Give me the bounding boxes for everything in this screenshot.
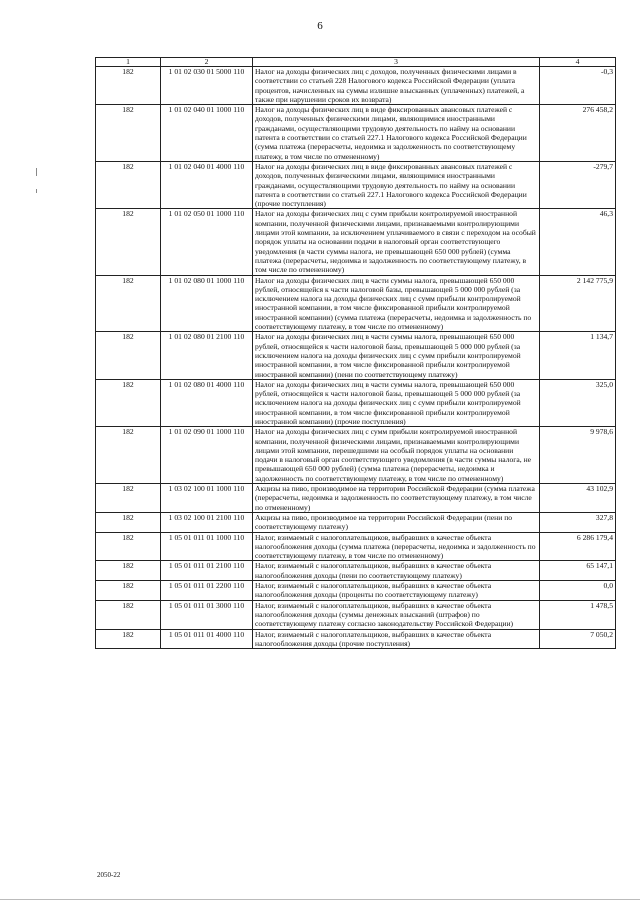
revenue-table bbox=[95, 57, 616, 649]
budget-code-cell: 1 01 02 080 01 2100 110 bbox=[161, 332, 253, 379]
budget-code-cell: 1 01 02 040 01 4000 110 bbox=[161, 161, 253, 208]
budget-code-cell: 1 01 02 090 01 1000 110 bbox=[161, 427, 253, 484]
admin-code-cell: 182 bbox=[96, 379, 161, 426]
margin-mark-bottom bbox=[36, 189, 37, 193]
amount-cell: 7 050,2 bbox=[540, 629, 616, 649]
admin-code-cell: 182 bbox=[96, 484, 161, 513]
table-row bbox=[96, 629, 616, 649]
amount-cell: 65 147,1 bbox=[540, 561, 616, 581]
table-row bbox=[96, 561, 616, 581]
revenue-name-cell: Налог на доходы физических лиц с доходов, полученных физическими лицами в соответствии со статьей 228 Налогового кодекса Российской Федерации (уплата процентов, начисленных на суммы излишне взысканных (уплаченных) платежей, а также при нарушении сроков их возврата) bbox=[253, 67, 540, 105]
revenue-name-cell: Налог, взимаемый с налогоплательщиков, выбравших в качестве объекта налогообложения доходы (пени по соответствующему платежу) bbox=[253, 561, 540, 581]
bottom-divider bbox=[0, 899, 640, 900]
table-header-row bbox=[96, 58, 616, 67]
admin-code-cell: 182 bbox=[96, 332, 161, 379]
budget-code-cell: 1 05 01 011 01 2200 110 bbox=[161, 581, 253, 601]
amount-cell: 43 102,9 bbox=[540, 484, 616, 513]
amount-cell: 327,8 bbox=[540, 512, 616, 532]
revenue-name-cell: Налог, взимаемый с налогоплательщиков, выбравших в качестве объекта налогообложения доходы (суммы денежных взысканий (штрафов) по соответствующему платежу согласно законодательству Российской Федерации) bbox=[253, 600, 540, 629]
admin-code-cell: 182 bbox=[96, 561, 161, 581]
revenue-name-cell: Налог на доходы физических лиц в части суммы налога, превышающей 650 000 рублей, относящейся к части налоговой базы, превышающей 5 000 000 рублей (за исключением налога на доходы физических лиц с сумм прибыли контролируемой иностранной компании, в том числе фиксированной прибыли контролируемой иностранной компании) (сумма платежа (перерасчеты, недоимка и задолженность по соответствующему платежу, в том числе по отмененному) bbox=[253, 275, 540, 332]
admin-code-cell: 182 bbox=[96, 600, 161, 629]
revenue-name-cell: Налог на доходы физических лиц в части суммы налога, превышающей 650 000 рублей, относящейся к части налоговой базы, превышающей 5 000 000 рублей (за исключением налога на доходы физических лиц с сумм прибыли контролируемой иностранной компании, в том числе фиксированной прибыли контролируемой иностранной компании) (пени по соответствующему платежу) bbox=[253, 332, 540, 379]
footer-code: 2050-22 bbox=[97, 871, 121, 879]
header-col-2: 2 bbox=[161, 58, 253, 67]
budget-code-cell: 1 01 02 040 01 1000 110 bbox=[161, 105, 253, 162]
admin-code-cell: 182 bbox=[96, 105, 161, 162]
header-col-4: 4 bbox=[540, 58, 616, 67]
revenue-name-cell: Акцизы на пиво, производимое на территории Российской Федерации (сумма платежа (перерасчеты, недоимка и задолженность по соответствующему платежу, в том числе по отмененному) bbox=[253, 484, 540, 513]
admin-code-cell: 182 bbox=[96, 67, 161, 105]
budget-code-cell: 1 01 02 080 01 4000 110 bbox=[161, 379, 253, 426]
table-row bbox=[96, 600, 616, 629]
table-row bbox=[96, 581, 616, 601]
revenue-name-cell: Налог, взимаемый с налогоплательщиков, выбравших в качестве объекта налогообложения доходы (сумма платежа (перерасчеты, недоимка и задолженность по соответствующему платежу, в том числе по отмененному) bbox=[253, 532, 540, 561]
amount-cell: 325,0 bbox=[540, 379, 616, 426]
budget-code-cell: 1 01 02 080 01 1000 110 bbox=[161, 275, 253, 332]
amount-cell: 1 134,7 bbox=[540, 332, 616, 379]
table-row bbox=[96, 105, 616, 162]
admin-code-cell: 182 bbox=[96, 275, 161, 332]
revenue-name-cell: Налог на доходы физических лиц с сумм прибыли контролируемой иностранной компании, полученной физическими лицами, признаваемыми контролирующими лицами этой компании, перешедшими на особый порядок уплаты на основании подачи в налоговый орган соответствующего уведомления (в части суммы налога, не превышающей 650 000 рублей) (сумма платежа (перерасчеты, недоимка и задолженность по соответствующему платежу, в том числе по отмененному) bbox=[253, 427, 540, 484]
amount-cell: 9 978,6 bbox=[540, 427, 616, 484]
amount-cell: 1 478,5 bbox=[540, 600, 616, 629]
amount-cell: 46,3 bbox=[540, 209, 616, 275]
amount-cell: 6 286 179,4 bbox=[540, 532, 616, 561]
table-row bbox=[96, 379, 616, 426]
admin-code-cell: 182 bbox=[96, 532, 161, 561]
admin-code-cell: 182 bbox=[96, 427, 161, 484]
budget-code-cell: 1 05 01 011 01 3000 110 bbox=[161, 600, 253, 629]
admin-code-cell: 182 bbox=[96, 161, 161, 208]
table-row bbox=[96, 161, 616, 208]
budget-code-cell: 1 03 02 100 01 1000 110 bbox=[161, 484, 253, 513]
budget-code-cell: 1 01 02 030 01 5000 110 bbox=[161, 67, 253, 105]
table-row bbox=[96, 275, 616, 332]
revenue-name-cell: Налог на доходы физических лиц в виде фиксированных авансовых платежей с доходов, полученных физическими лицами, являющимися иностранными гражданами, осуществляющими трудовую деятельность по найму на основании патента в соответствии со статьей 227.1 Налогового кодекса Российской Федерации (сумма платежа (перерасчеты, недоимка и задолженность по соответствующему платежу, в том числе по отмененному) bbox=[253, 105, 540, 162]
revenue-name-cell: Налог на доходы физических лиц с сумм прибыли контролируемой иностранной компании, полученной физическими лицами, признаваемыми контролирующими лицами этой компании, за исключением уплачиваемого в связи с переходом на особый порядок уплаты на основании подачи в налоговый орган соответствующего уведомления (в части суммы налога, не превышающей 650 000 рублей) (сумма платежа (перерасчеты, недоимка и задолженность по соответствующему платежу, в том числе по отмененному) bbox=[253, 209, 540, 275]
amount-cell: -0,3 bbox=[540, 67, 616, 105]
table-row bbox=[96, 427, 616, 484]
admin-code-cell: 182 bbox=[96, 581, 161, 601]
amount-cell: 276 458,2 bbox=[540, 105, 616, 162]
admin-code-cell: 182 bbox=[96, 209, 161, 275]
header-col-3: 3 bbox=[253, 58, 540, 67]
amount-cell: 2 142 775,9 bbox=[540, 275, 616, 332]
amount-cell: -279,7 bbox=[540, 161, 616, 208]
table-row bbox=[96, 512, 616, 532]
table-row bbox=[96, 332, 616, 379]
budget-code-cell: 1 05 01 011 01 2100 110 bbox=[161, 561, 253, 581]
table-row bbox=[96, 532, 616, 561]
revenue-name-cell: Налог на доходы физических лиц в части суммы налога, превышающей 650 000 рублей, относящейся к части налоговой базы, превышающей 5 000 000 рублей (за исключением налога на доходы физических лиц с сумм прибыли контролируемой иностранной компании, в том числе фиксированной прибыли контролируемой иностранной компании) (прочие поступления) bbox=[253, 379, 540, 426]
table-body bbox=[96, 67, 616, 649]
header-col-1: 1 bbox=[96, 58, 161, 67]
admin-code-cell: 182 bbox=[96, 512, 161, 532]
budget-code-cell: 1 05 01 011 01 1000 110 bbox=[161, 532, 253, 561]
revenue-name-cell: Налог на доходы физических лиц в виде фиксированных авансовых платежей с доходов, полученных физическими лицами, являющимися иностранными гражданами, осуществляющими трудовую деятельность по найму на основании патента в соответствии со статьей 227.1 Налогового кодекса Российской Федерации (прочие поступления) bbox=[253, 161, 540, 208]
revenue-name-cell: Акцизы на пиво, производимое на территории Российской Федерации (пени по соответствующему платежу) bbox=[253, 512, 540, 532]
budget-code-cell: 1 03 02 100 01 2100 110 bbox=[161, 512, 253, 532]
table-row bbox=[96, 67, 616, 105]
amount-cell: 0,0 bbox=[540, 581, 616, 601]
page-number: 6 bbox=[317, 20, 323, 32]
budget-code-cell: 1 01 02 050 01 1000 110 bbox=[161, 209, 253, 275]
table-row bbox=[96, 484, 616, 513]
budget-code-cell: 1 05 01 011 01 4000 110 bbox=[161, 629, 253, 649]
margin-mark-top bbox=[36, 168, 37, 176]
admin-code-cell: 182 bbox=[96, 629, 161, 649]
table-row bbox=[96, 209, 616, 275]
revenue-name-cell: Налог, взимаемый с налогоплательщиков, выбравших в качестве объекта налогообложения доходы (прочие поступления) bbox=[253, 629, 540, 649]
revenue-name-cell: Налог, взимаемый с налогоплательщиков, выбравших в качестве объекта налогообложения доходы (проценты по соответствующему платежу) bbox=[253, 581, 540, 601]
